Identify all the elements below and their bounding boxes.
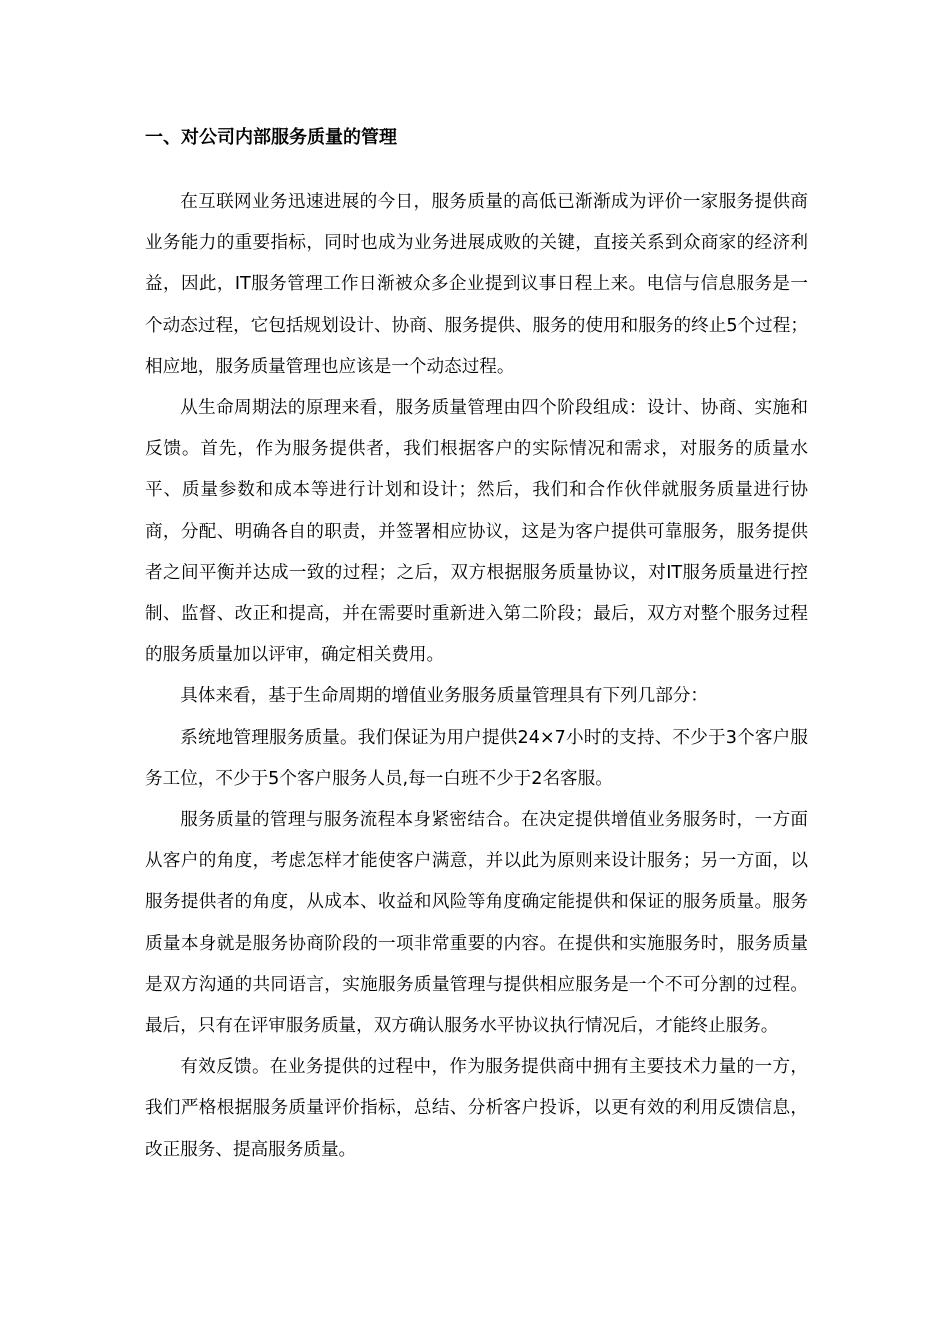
paragraph-lifecycle: 从生命周期法的原理来看，服务质量管理由四个阶段组成：设计、协商、实施和反馈。首先，作为服务提供者，我们根据客户的实际情况和需求，对服务的质量水平、质量参数和成本等进行计划和设计；然后，我们和合作伙伴就服务质量进行协商，分配、明确各自的职责，并签署相应协议，这是为客户提供可靠服务，服务提供者之间平衡并达成一致的过程；之后，双方根据服务质量协议，对IT服务质量进行控制、监督、改正和提高，并在需要时重新进入第二阶段；最后，双方对整个服务过程的服务质量加以评审，确定相关费用。 — [145, 398, 808, 666]
paragraph-parts-intro: 具体来看，基于生命周期的增值业务服务质量管理具有下列几部分： — [180, 686, 709, 707]
paragraph-intro: 在互联网业务迅速进展的今日，服务质量的高低已渐渐成为评价一家服务提供商业务能力的重要指标，同时也成为业务进展成败的关键，直接关系到众商家的经济利益，因此，IT服务管理工作日渐被众多企业提到议事日程上来。电信与信息服务是一个动态过程，它包括规划设计、协商、服务提供、服务的使用和服务的终止5个过程；相应地，服务质量管理也应该是一个动态过程。 — [145, 192, 808, 377]
document-page — [145, 122, 808, 1171]
paragraph-system-management: 系统地管理服务质量。我们保证为用户提供24×7小时的支持、不少于3个客户服务工位，不少于5个客户服务人员,每一白班不少于2名客服。 — [145, 727, 808, 789]
paragraph-feedback: 有效反馈。在业务提供的过程中，作为服务提供商中拥有主要技术力量的一方，我们严格根据服务质量评价指标，总结、分析客户投诉，以更有效的利用反馈信息，改正服务、提高服务质量。 — [145, 1057, 808, 1160]
paragraph-process-integration: 服务质量的管理与服务流程本身紧密结合。在决定提供增值业务服务时，一方面从客户的角度，考虑怎样才能使客户满意，并以此为原则来设计服务；另一方面，以服务提供者的角度，从成本、收益和风险等角度确定能提供和保证的服务质量。服务质量本身就是服务协商阶段的一项非常重要的内容。在提供和实施服务时，服务质量是双方沟通的共同语言，实施服务质量管理与提供相应服务是一个不可分割的过程。最后，只有在评审服务质量，双方确认服务水平协议执行情况后，才能终止服务。 — [145, 810, 808, 1037]
section-heading: 一、对公司内部服务质量的管理 — [145, 127, 397, 148]
